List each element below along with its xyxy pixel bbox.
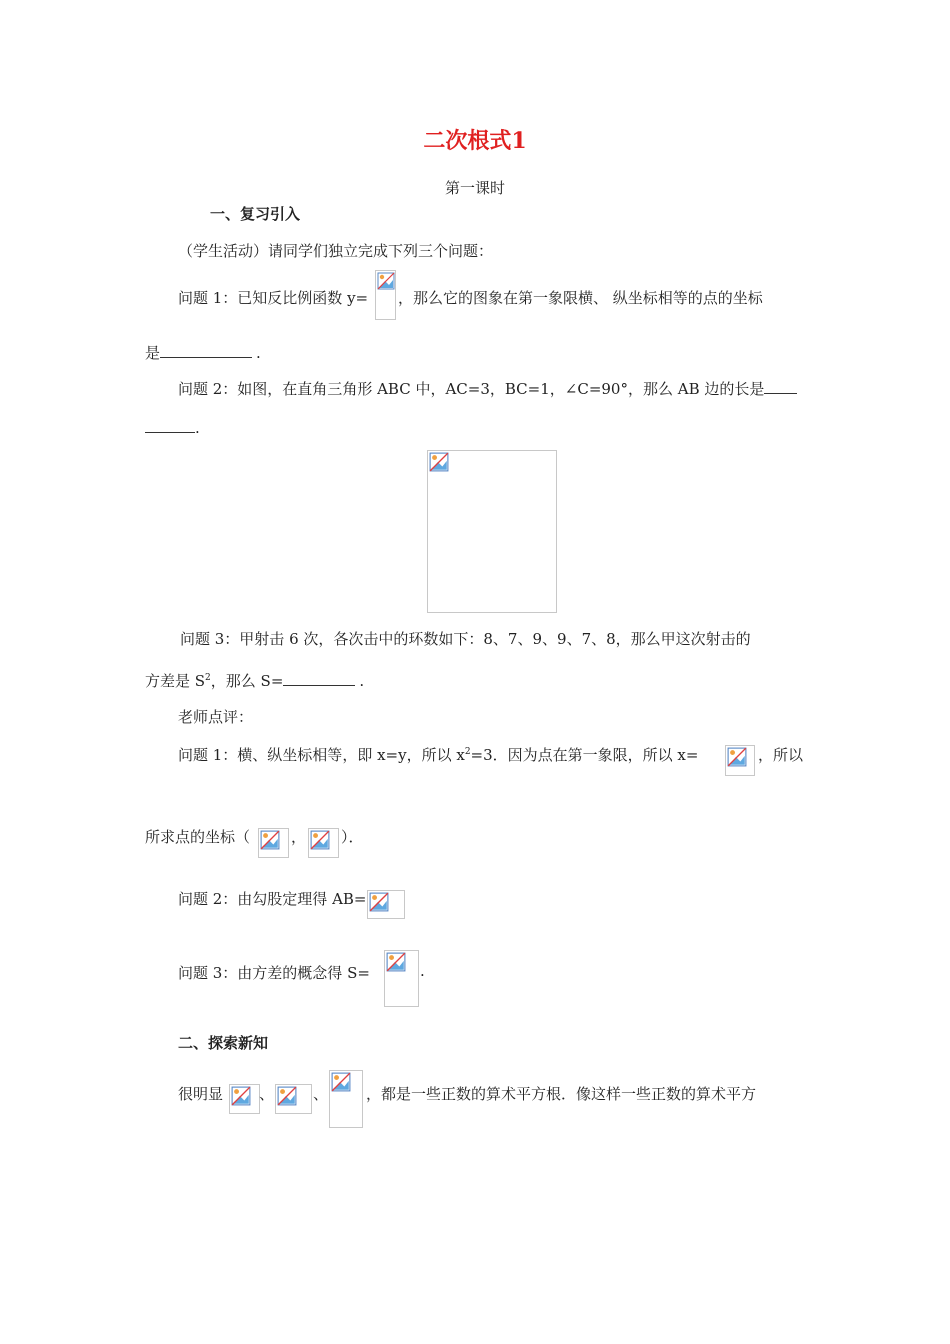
review-heading: 老师点评： [178, 708, 254, 726]
intro-text: （学生活动）请同学们独立完成下列三个问题： [178, 242, 494, 260]
a3-end: . [420, 962, 425, 980]
q1-text-post: ，那么它的图象在第一象限横、 纵坐标相等的点的坐标 [398, 289, 763, 307]
triangle-figure-placeholder [427, 450, 557, 613]
separator: 、 [313, 1085, 329, 1103]
a1-line2-post: ）． [341, 828, 364, 846]
broken-image-icon [310, 830, 330, 850]
section1-heading: 一、复习引入 [210, 205, 301, 223]
broken-image-icon [386, 952, 406, 972]
lesson-label: 第一课时 [444, 179, 505, 197]
answer-blank [764, 379, 797, 394]
formula-image-placeholder [308, 828, 339, 858]
broken-image-icon [260, 830, 280, 850]
broken-image-icon [331, 1072, 351, 1092]
a1-line2-pre: 所求点的坐标（ [145, 828, 251, 846]
q2-line2: . [145, 418, 200, 437]
a1-text-post: ，所以 [758, 746, 804, 764]
a3-text: 问题 3：由方差的概念得 S= [178, 964, 370, 982]
formula-image-placeholder [329, 1070, 363, 1128]
broken-image-icon [369, 892, 389, 912]
q3-line2: 方差是 $S^2$，那么 S= . [145, 672, 365, 690]
formula-image-placeholder [384, 950, 419, 1007]
formula-image-placeholder [367, 890, 405, 919]
broken-image-icon [277, 1086, 297, 1106]
a1-line2-comma: ， [291, 828, 307, 846]
q2-text: 问题 2：如图，在直角三角形 ABC 中，AC=3，BC=1，∠C=90°，那么 AB 边的长是 [178, 378, 797, 399]
broken-image-icon [727, 747, 747, 767]
formula-image-placeholder [275, 1084, 312, 1114]
broken-image-icon [231, 1086, 251, 1106]
answer-blank [283, 671, 355, 686]
broken-image-icon [377, 272, 395, 290]
broken-image-icon [429, 452, 449, 472]
section2-text-post: ，都是一些正数的算术平方根．像这样一些正数的算术平方 [366, 1085, 757, 1103]
section2-heading: 二、探索新知 [178, 1034, 269, 1052]
q3-text: 问题 3：甲射击 6 次，各次击中的环数如下：8、7、9、9、7、8，那么甲这次射击的 [180, 630, 751, 648]
answer-blank [145, 418, 195, 433]
a1-text: 问题 1：横、纵坐标相等，即 x=y，所以 $x^2=3$．因为点在第一象限，所以 x= [178, 746, 699, 764]
formula-image-placeholder [229, 1084, 260, 1114]
q1-line2: 是 . [145, 344, 261, 362]
answer-blank [160, 343, 252, 358]
formula-image-placeholder [375, 270, 396, 320]
formula-image-placeholder [725, 745, 755, 776]
separator: 、 [259, 1085, 275, 1103]
a2-text: 问题 2：由勾股定理得 AB= [178, 890, 367, 908]
q1-text-pre: 问题 1：已知反比例函数 y= [178, 289, 369, 307]
section2-text-pre: 很明显 [178, 1085, 224, 1103]
document-title: 二次根式1 [423, 128, 527, 154]
formula-image-placeholder [258, 828, 289, 858]
